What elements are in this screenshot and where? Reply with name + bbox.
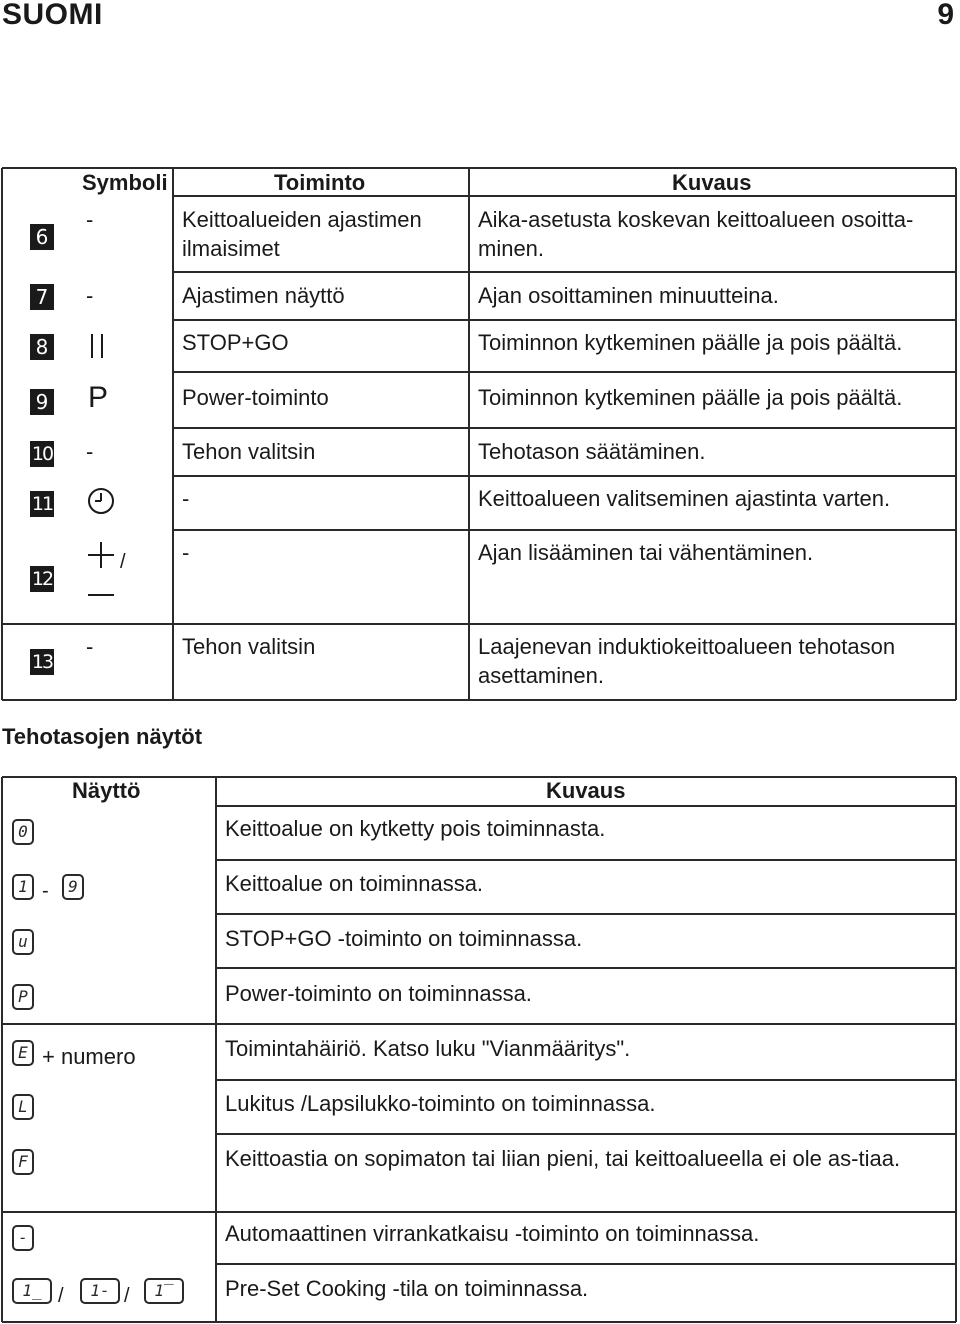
segment-display: E — [12, 1040, 34, 1066]
section-title: Tehotasojen näytöt — [2, 724, 203, 749]
segment-display: 1- — [80, 1278, 120, 1304]
segment-display: 1 — [12, 874, 34, 900]
row-description: Aika-asetusta koskevan keittoalueen osoitta-minen. — [478, 207, 914, 261]
row-description: Toiminnon kytkeminen päälle ja pois päältä. — [478, 385, 903, 410]
row-description: Ajan osoittaminen minuutteina. — [478, 283, 779, 308]
segment-display: 1_ — [12, 1278, 52, 1304]
header-display: Näyttö — [72, 778, 141, 803]
header-description: Kuvaus — [546, 778, 626, 803]
power-p-symbol: P — [88, 381, 109, 414]
row-function: Tehon valitsin — [182, 439, 316, 464]
row-description: Keittoalue on toiminnassa. — [225, 871, 484, 896]
row-number-badge: 7 — [30, 284, 54, 310]
row-description: Tehotason säätäminen. — [478, 439, 706, 464]
row-description: Pre-Set Cooking -tila on toiminnassa. — [225, 1276, 589, 1301]
row-number-badge: 9 — [30, 389, 54, 415]
row-description: Power-toiminto on toiminnassa. — [225, 981, 532, 1006]
row-function: - — [182, 540, 190, 565]
segment-display: u — [12, 929, 34, 955]
row-number-badge: 13 — [31, 651, 53, 673]
row-function: - — [182, 486, 190, 511]
row-number-badge: 10 — [31, 443, 53, 465]
row-description: Keittoalue on kytketty pois toiminnasta. — [225, 816, 606, 841]
display-suffix: + numero — [42, 1044, 136, 1069]
segment-display: 9 — [62, 874, 84, 900]
row-number-badge: 6 — [30, 224, 54, 250]
row-symbol: - — [86, 634, 94, 659]
row-function: Keittoalueiden ajastimen ilmaisimet — [182, 207, 422, 261]
minus-icon — [86, 588, 116, 602]
row-description: Toimintahäiriö. Katso luku "Vianmääritys". — [225, 1036, 631, 1061]
row-description: Toiminnon kytkeminen päälle ja pois päältä. — [478, 330, 903, 355]
header-description: Kuvaus — [672, 170, 752, 195]
pause-icon — [88, 332, 108, 360]
row-symbol: - — [86, 439, 94, 464]
segment-display: F — [12, 1149, 34, 1175]
clock-icon — [86, 486, 116, 516]
header-symbol: Symboli — [82, 170, 168, 195]
symbol-separator: / — [120, 551, 126, 573]
row-function: STOP+GO — [182, 330, 289, 355]
plus-icon — [86, 540, 116, 570]
row-description: Keittoalueen valitseminen ajastinta varten. — [478, 486, 891, 511]
row-number-badge: 8 — [30, 334, 54, 360]
segment-display: P — [12, 984, 34, 1010]
header-function: Toiminto — [274, 170, 366, 195]
page-number: 9 — [937, 0, 954, 31]
row-description: Ajan lisääminen tai vähentäminen. — [478, 540, 814, 565]
range-separator: - — [42, 880, 49, 902]
row-function: Tehon valitsin — [182, 634, 316, 659]
row-description: Laajenevan induktiokeittoalueen tehotason asettaminen. — [478, 634, 896, 688]
page-header — [0, 0, 960, 36]
row-description: Automaattinen virrankatkaisu -toiminto on toiminnassa. — [225, 1221, 760, 1246]
row-number-badge: 11 — [31, 493, 53, 515]
row-function: Ajastimen näyttö — [182, 283, 345, 308]
segment-display: 1‾ — [144, 1278, 184, 1304]
segment-display: L — [12, 1094, 34, 1120]
option-separator: / — [124, 1285, 130, 1307]
row-function: Power-toiminto — [182, 385, 329, 410]
row-description: Keittoastia on sopimaton tai liian pieni, tai keittoalueella ei ole as-tiaa. — [225, 1146, 901, 1171]
segment-display: 0 — [12, 819, 34, 845]
option-separator: / — [58, 1285, 64, 1307]
row-symbol: - — [86, 283, 94, 308]
row-description: STOP+GO -toiminto on toiminnassa. — [225, 926, 583, 951]
language-label: SUOMI — [2, 0, 103, 31]
row-number-badge: 12 — [31, 568, 53, 590]
row-symbol: - — [86, 207, 94, 232]
segment-display: - — [12, 1225, 34, 1251]
row-description: Lukitus /Lapsilukko-toiminto on toiminnassa. — [225, 1091, 656, 1116]
